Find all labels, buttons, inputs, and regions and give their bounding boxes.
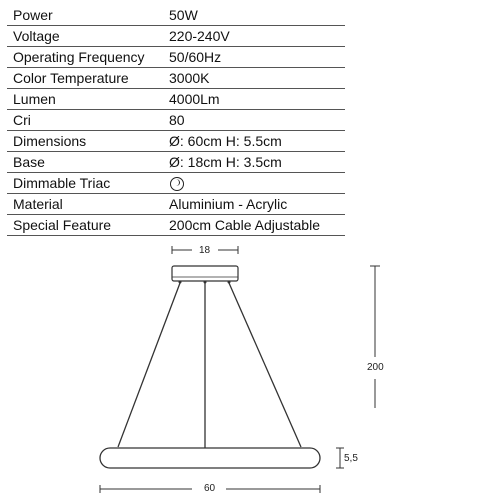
spec-label: Dimmable Triac (7, 173, 163, 194)
base-width-label: 18 (199, 245, 211, 256)
suspension-cables (118, 283, 301, 449)
spec-value: 200cm Cable Adjustable (163, 215, 345, 236)
ring-height-dimension (336, 448, 344, 468)
height-dimension (370, 266, 380, 408)
spec-value: 50/60Hz (163, 47, 345, 68)
spec-label: Base (7, 152, 163, 173)
spec-label: Dimensions (7, 131, 163, 152)
spec-value: 220-240V (163, 26, 345, 47)
spec-label: Special Feature (7, 215, 163, 236)
spec-label: Color Temperature (7, 68, 163, 89)
spec-value: Ø: 18cm H: 3.5cm (163, 152, 345, 173)
spec-label: Voltage (7, 26, 163, 47)
spec-value: 80 (163, 110, 345, 131)
spec-label: Operating Frequency (7, 47, 163, 68)
spec-value: Ø: 60cm H: 5.5cm (163, 131, 345, 152)
height-label: 200 (367, 362, 384, 373)
lamp-ring (100, 448, 320, 468)
ring-width-label: 60 (204, 483, 216, 494)
ring-height-label: 5,5 (344, 453, 358, 464)
ceiling-base (172, 266, 238, 281)
spec-label: Material (7, 194, 163, 215)
spec-value: 3000K (163, 68, 345, 89)
spec-label: Lumen (7, 89, 163, 110)
spec-value: 4000Lm (163, 89, 345, 110)
spec-label: Power (7, 5, 163, 26)
spec-value: Aluminium - Acrylic (163, 194, 345, 215)
spec-label: Cri (7, 110, 163, 131)
spec-value: 50W (163, 5, 345, 26)
